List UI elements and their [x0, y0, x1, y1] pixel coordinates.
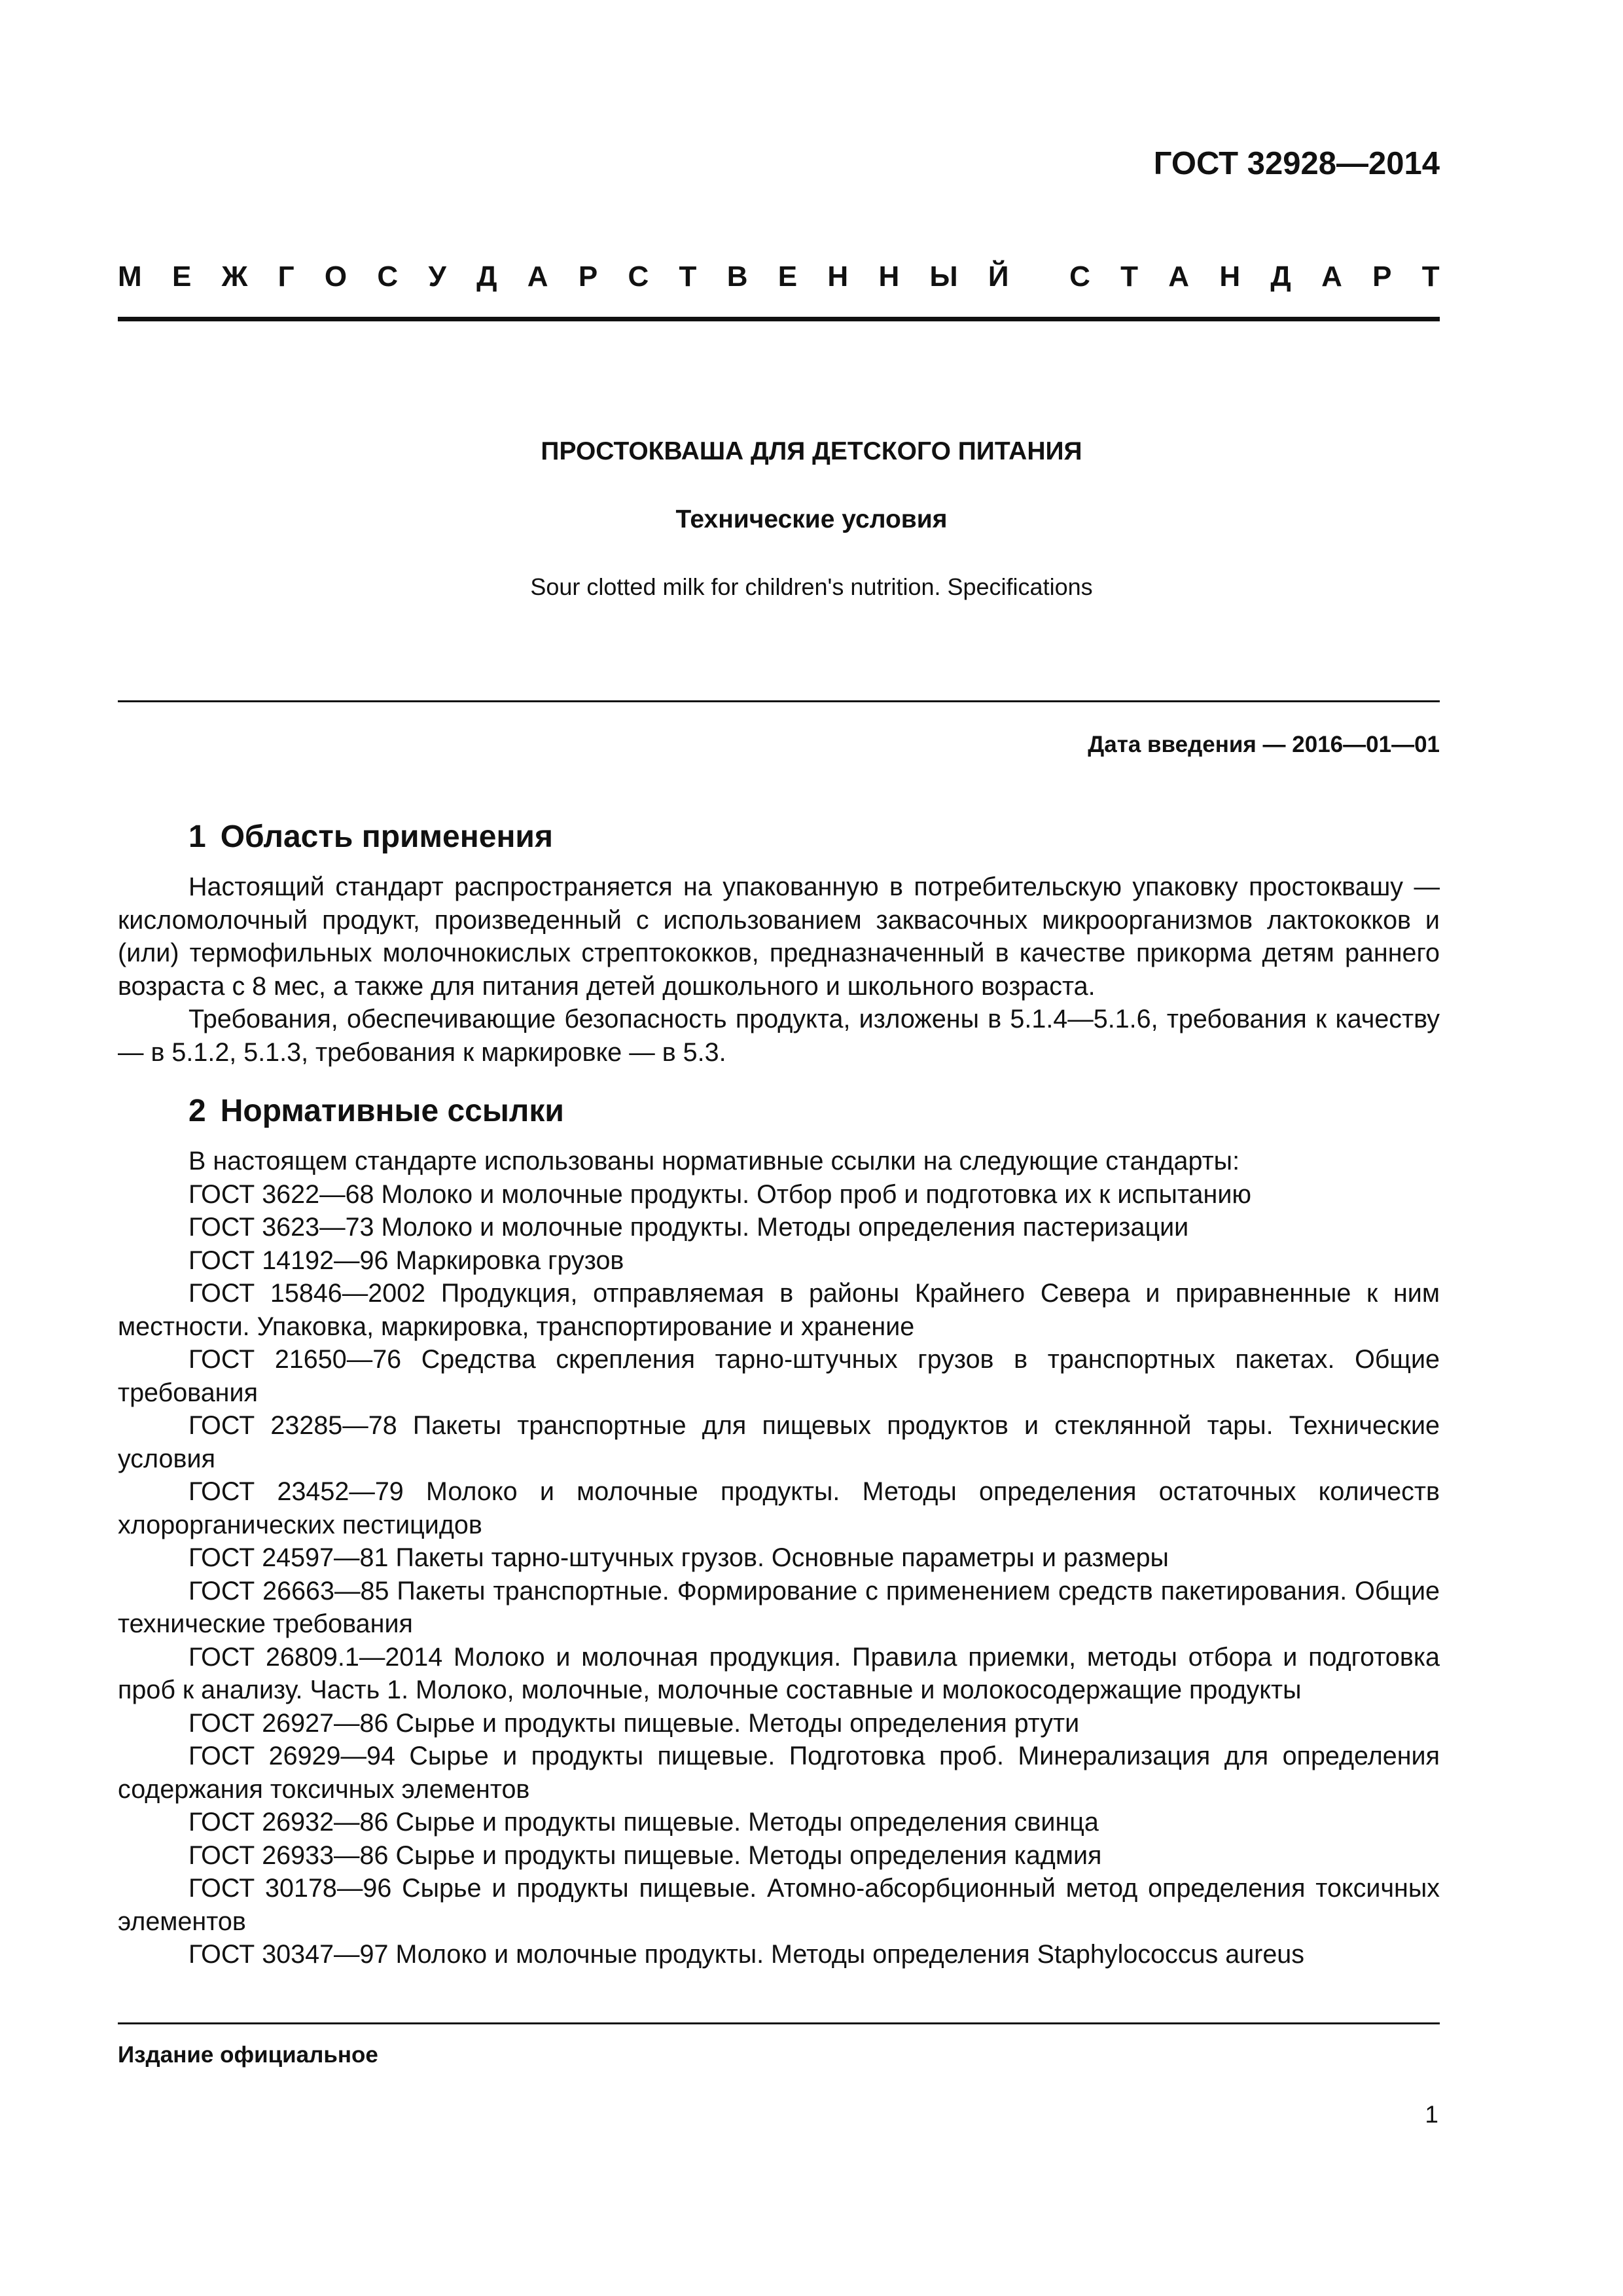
document-title-english: Sour clotted milk for children's nutrition. Specifications	[530, 573, 1093, 600]
banner-letter: Е	[171, 260, 192, 293]
banner-letter: Ы	[929, 260, 958, 293]
page-number: 1	[1425, 2101, 1438, 2128]
reference-item: ГОСТ 3622—68 Молоко и молочные продукты. Отбор проб и подготовка их к испытанию	[188, 1179, 1252, 1209]
reference-item: ГОСТ 30347—97 Молоко и молочные продукты. Методы определения Staphylococcus aureus	[188, 1940, 1305, 1969]
edition-label: Издание официальное	[118, 2042, 378, 2068]
reference-item: ГОСТ 24597—81 Пакеты тарно-штучных грузов. Основные параметры и размеры	[188, 1543, 1169, 1572]
document-body	[118, 818, 1440, 1971]
footer-rule	[118, 2022, 1440, 2024]
document-title: ПРОСТОКВАША ДЛЯ ДЕТСКОГО ПИТАНИЯ	[541, 437, 1082, 465]
banner-letter: Д	[1270, 260, 1291, 293]
banner-letter: Р	[1372, 260, 1392, 293]
section-heading	[188, 1092, 1440, 1130]
banner-letter: Т	[679, 260, 697, 293]
banner-letter: Г	[277, 260, 294, 293]
introduction-date: Дата введения — 2016—01—01	[1088, 732, 1440, 757]
reference-item: ГОСТ 23285—78 Пакеты транспортные для пищевых продуктов и стеклянной тары. Технические условия	[118, 1411, 1440, 1473]
reference-item: ГОСТ 30178—96 Сырье и продукты пищевые. Атомно-абсорбционный метод определения токсичных элементов	[118, 1874, 1440, 1936]
banner-letter: Н	[878, 260, 900, 293]
banner-letter: С	[628, 260, 649, 293]
reference-list	[118, 1178, 1440, 1971]
banner-letter: Н	[1219, 260, 1241, 293]
reference-item: ГОСТ 21650—76 Средства скрепления тарно-штучных грузов в транспортных пакетах. Общие требования	[118, 1345, 1440, 1407]
banner-letter: В	[726, 260, 748, 293]
reference-item: ГОСТ 26663—85 Пакеты транспортные. Формирование с применением средств пакетирования. Общие технические требования	[118, 1576, 1440, 1638]
reference-item: ГОСТ 23452—79 Молоко и молочные продукты. Методы определения остаточных количеств хлорорганических пестицидов	[118, 1477, 1440, 1539]
banner-letter: Д	[476, 260, 497, 293]
banner-letter: С	[1069, 260, 1090, 293]
reference-item: ГОСТ 14192—96 Маркировка грузов	[188, 1246, 624, 1275]
reference-item: ГОСТ 26927—86 Сырье и продукты пищевые. Методы определения ртути	[188, 1708, 1080, 1738]
reference-item: ГОСТ 26809.1—2014 Молоко и молочная продукция. Правила приемки, методы отбора и подготовка проб к анализу. Часть 1. Молоко, молочные, молочные составные и молокосодержащие продукты	[118, 1642, 1440, 1704]
banner-letter: М	[118, 260, 142, 293]
section-title: Область применения	[220, 819, 553, 854]
banner-letter: Ж	[221, 260, 248, 293]
reference-item: ГОСТ 15846—2002 Продукция, отправляемая в районы Крайнего Севера и приравненные к ним местности. Упаковка, маркировка, транспортирование и хранение	[118, 1279, 1440, 1341]
header-rule	[118, 317, 1440, 321]
banner-letter: О	[324, 260, 348, 293]
banner-letter: Т	[1120, 260, 1139, 293]
banner-letter: У	[428, 260, 446, 293]
banner-letter: Р	[578, 260, 598, 293]
title-rule	[118, 700, 1440, 702]
doc-number: ГОСТ 32928—2014	[1153, 146, 1440, 181]
section-title: Нормативные ссылки	[220, 1094, 564, 1128]
reference-item: ГОСТ 26929—94 Сырье и продукты пищевые. Подготовка проб. Минерализация для определения содержания токсичных элементов	[118, 1742, 1440, 1804]
document-subtitle: Технические условия	[675, 505, 948, 533]
banner-letter: Н	[827, 260, 849, 293]
banner-letter: Т	[1421, 260, 1440, 293]
reference-item: ГОСТ 26932—86 Сырье и продукты пищевые. Методы определения свинца	[188, 1808, 1099, 1837]
banner-letter: А	[1321, 260, 1342, 293]
reference-item: ГОСТ 26933—86 Сырье и продукты пищевые. Методы определения кадмия	[188, 1840, 1102, 1870]
banner-letter: Е	[777, 260, 798, 293]
reference-item: ГОСТ 3623—73 Молоко и молочные продукты. Методы определения пастеризации	[188, 1213, 1189, 1242]
interstate-standard-banner	[118, 260, 1440, 293]
paragraph: Требования, обеспечивающие безопасность продукта, изложены в 5.1.4—5.1.6, требования к качеству — в 5.1.2, 5.1.3, требования к маркировке — в 5.3.	[118, 1005, 1440, 1067]
banner-letter: Й	[988, 260, 1009, 293]
references-intro: В настоящем стандарте использованы нормативные ссылки на следующие стандарты:	[188, 1147, 1240, 1175]
section-number: 1	[188, 819, 206, 854]
banner-letter: А	[527, 260, 548, 293]
section-number: 2	[188, 1094, 206, 1128]
banner-letter: С	[377, 260, 399, 293]
banner-letter: А	[1168, 260, 1190, 293]
paragraph: Настоящий стандарт распространяется на упакованную в потребительскую упаковку простоквашу — кисломолочный продукт, произведенный с использованием заквасочных микроорганизмов лактококков и (или) термофильных молочнокислых стрептококков, предназначенный в качестве прикорма детям раннего возраста с 8 мес, а также для питания детей дошкольного и школьного возраста.	[118, 872, 1440, 1001]
section-heading	[188, 818, 1440, 856]
